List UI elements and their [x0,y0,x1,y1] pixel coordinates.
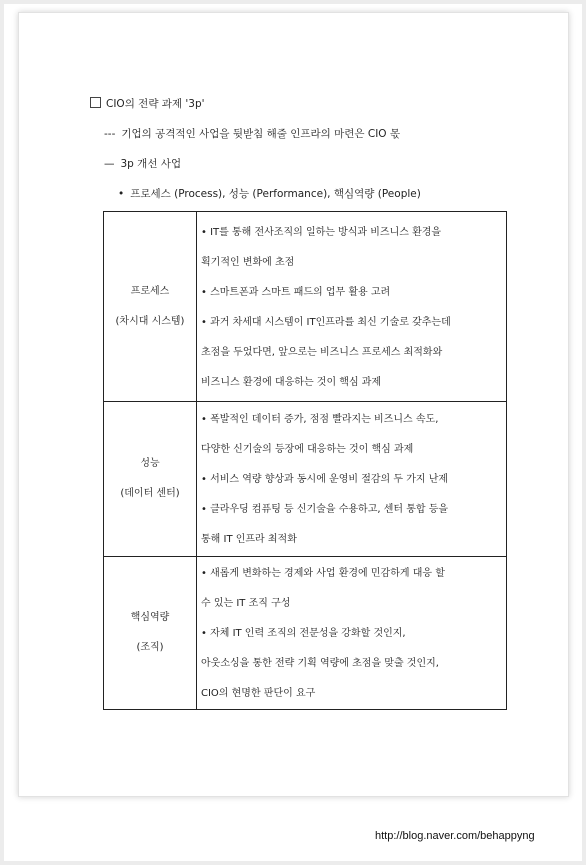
subline-3p-items [118,186,421,201]
description-line: • 과거 차세대 시스템이 IT인프라를 최신 기술로 갖추는데 [201,316,451,328]
description-line: • 서비스 역량 향상과 동시에 운영비 절감의 두 가지 난제 [201,474,449,485]
category-title: 프로세스 [130,285,170,297]
description-process [197,212,507,402]
description-people [197,557,507,710]
description-line: • 자체 IT 인력 조직의 전문성을 강화할 것인지, [201,628,406,639]
description-line: • 클라우딩 컴퓨팅 등 신기술을 수용하고, 센터 통합 등을 [201,504,449,515]
strategy-table [103,211,507,710]
category-subtitle: (조직) [136,642,164,653]
subline-3p-items-text: 프로세스 (Process), 성능 (Performance), 핵심역량 (People) [130,188,421,200]
subline-infrastructure-text: 기업의 공격적인 사업을 뒷받침 해줄 인프라의 마련은 CIO 몫 [121,128,401,140]
category-title: 성능 [140,458,160,469]
section-heading [90,96,205,111]
table-row-people [104,557,507,710]
description-line: CIO의 현명한 판단이 요구 [201,688,316,699]
description-performance [197,402,507,557]
description-line: • 폭발적인 데이터 증가, 점점 빨라지는 비즈니스 속도, [201,414,439,425]
category-title: 핵심역량 [130,612,170,623]
description-line: 아웃소싱을 통한 전략 기획 역량에 초점을 맞출 것인지, [201,658,439,669]
table-row-performance [104,402,507,557]
section-heading-text: CIO의 전략 과제 '3p' [106,98,205,110]
description-line: 획기적인 변화에 초점 [201,256,295,268]
description-line: 초점을 두었다면, 앞으로는 비즈니스 프로세스 최적화와 [201,346,443,358]
dash-bullet-icon: — [104,158,115,170]
checkbox-square-icon [90,97,101,108]
subline-3p [104,156,181,171]
category-subtitle: (데이터 센터) [120,488,180,499]
subline-infrastructure [104,126,400,141]
subline-3p-text: 3p 개선 사업 [120,158,182,170]
dot-bullet-icon: • [118,188,125,200]
description-line: 수 있는 IT 조직 구성 [201,598,291,609]
category-subtitle: (차시대 시스템) [115,315,185,327]
table-row-process [104,212,507,402]
description-line: • 새롭게 변화하는 경제와 사업 환경에 민감하게 대응 할 [201,568,445,579]
description-line: 비즈니스 환경에 대응하는 것이 핵심 과제 [201,376,382,388]
category-performance [104,402,197,557]
category-people [104,557,197,710]
description-line: • 스마트폰과 스마트 패드의 업무 활용 고려 [201,286,391,298]
dash-bullet-icon: --- [104,128,116,140]
description-line: 통해 IT 인프라 최적화 [201,534,297,545]
description-line: 다양한 신기술의 등장에 대응하는 것이 핵심 과제 [201,444,414,455]
blog-url[interactable]: http://blog.naver.com/behappyng [375,830,535,842]
description-line: • IT를 통해 전사조직의 일하는 방식과 비즈니스 환경을 [201,226,442,238]
category-process [104,212,197,402]
